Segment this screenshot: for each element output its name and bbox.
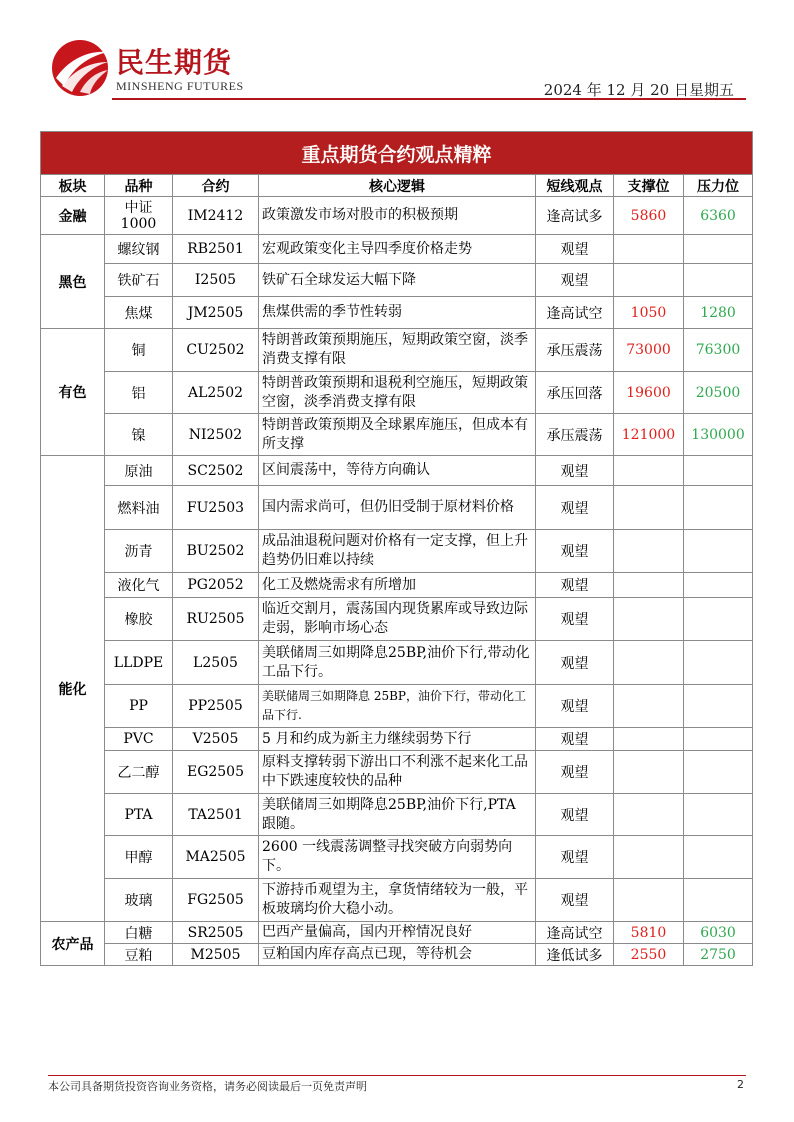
contract-cell: BU2502	[173, 530, 259, 573]
variety-cell: PTA	[105, 794, 173, 836]
view-cell: 逢低试多	[536, 944, 614, 966]
variety-cell: 铝	[105, 372, 173, 414]
variety-cell: 燃料油	[105, 486, 173, 530]
variety-cell: PVC	[105, 728, 173, 751]
contract-cell: I2505	[173, 264, 259, 297]
col-header-support: 支撑位	[614, 175, 684, 197]
support-cell: 19600	[614, 372, 684, 414]
sector-cell: 有色	[41, 329, 105, 456]
table-row	[41, 728, 753, 751]
table-row	[41, 751, 753, 794]
contract-cell: NI2502	[173, 414, 259, 456]
contract-cell: FG2505	[173, 879, 259, 922]
variety-cell: 豆粕	[105, 944, 173, 966]
pressure-cell	[684, 573, 753, 598]
table-row	[41, 372, 753, 414]
logic-cell: 特朗普政策预期施压，短期政策空窗，淡季消费支撑有限	[259, 329, 536, 372]
view-cell: 观望	[536, 598, 614, 641]
table-title: 重点期货合约观点精粹	[41, 132, 753, 175]
table-row	[41, 264, 753, 297]
support-cell: 5860	[614, 197, 684, 235]
header-divider	[112, 98, 746, 100]
logic-cell: 巴西产量偏高，国内开榨情况良好	[259, 922, 536, 944]
view-cell: 观望	[536, 264, 614, 297]
table-row	[41, 456, 753, 486]
support-cell	[614, 641, 684, 685]
support-cell	[614, 264, 684, 297]
pressure-cell	[684, 794, 753, 836]
pressure-cell: 130000	[684, 414, 753, 456]
table-row	[41, 598, 753, 641]
minsheng-logo-icon	[50, 38, 112, 98]
pressure-cell: 2750	[684, 944, 753, 966]
pressure-cell: 76300	[684, 329, 753, 372]
contract-cell: SR2505	[173, 922, 259, 944]
sector-cell: 金融	[41, 197, 105, 235]
logic-cell: 区间震荡中，等待方向确认	[259, 456, 536, 486]
view-cell: 观望	[536, 879, 614, 922]
contract-cell: V2505	[173, 728, 259, 751]
table-row	[41, 794, 753, 836]
view-cell: 逢高试空	[536, 297, 614, 329]
support-cell	[614, 573, 684, 598]
support-cell	[614, 486, 684, 530]
variety-cell: 螺纹钢	[105, 235, 173, 264]
logic-cell: 宏观政策变化主导四季度价格走势	[259, 235, 536, 264]
view-cell: 承压震荡	[536, 414, 614, 456]
view-cell: 观望	[536, 836, 614, 879]
view-cell: 观望	[536, 456, 614, 486]
table-row	[41, 685, 753, 728]
variety-cell: PP	[105, 685, 173, 728]
contract-cell: EG2505	[173, 751, 259, 794]
contract-cell: IM2412	[173, 197, 259, 235]
pressure-cell	[684, 456, 753, 486]
support-cell	[614, 836, 684, 879]
logic-cell: 下游持币观望为主，拿货情绪较为一般，平板玻璃均价大稳小动。	[259, 879, 536, 922]
logic-cell: 成品油退税问题对价格有一定支撑，但上升趋势仍旧难以持续	[259, 530, 536, 573]
logic-cell: 化工及燃烧需求有所增加	[259, 573, 536, 598]
variety-cell: LLDPE	[105, 641, 173, 685]
sector-cell: 黑色	[41, 235, 105, 329]
variety-cell: 中证1000	[105, 197, 173, 235]
variety-cell: 白糖	[105, 922, 173, 944]
col-header-logic: 核心逻辑	[259, 175, 536, 197]
pressure-cell	[684, 264, 753, 297]
support-cell	[614, 794, 684, 836]
table-row	[41, 836, 753, 879]
pressure-cell	[684, 598, 753, 641]
view-cell: 观望	[536, 235, 614, 264]
contract-cell: CU2502	[173, 329, 259, 372]
table-header-row	[41, 175, 753, 197]
pressure-cell	[684, 879, 753, 922]
variety-cell: 镍	[105, 414, 173, 456]
col-header-variety: 品种	[105, 175, 173, 197]
view-cell: 观望	[536, 751, 614, 794]
contract-cell: L2505	[173, 641, 259, 685]
pressure-cell: 6030	[684, 922, 753, 944]
support-cell: 2550	[614, 944, 684, 966]
support-cell	[614, 598, 684, 641]
logic-cell: 政策激发市场对股市的积极预期	[259, 197, 536, 235]
pressure-cell	[684, 836, 753, 879]
view-cell: 观望	[536, 641, 614, 685]
col-header-sector: 板块	[41, 175, 105, 197]
support-cell: 5810	[614, 922, 684, 944]
logic-cell: 铁矿石全球发运大幅下降	[259, 264, 536, 297]
table-row	[41, 879, 753, 922]
logic-cell: 临近交割月，震荡国内现货累库或导致边际走弱，影响市场心态	[259, 598, 536, 641]
footer-disclaimer: 本公司具备期货投资咨询业务资格，请务必阅读最后一页免责声明	[48, 1080, 367, 1093]
pressure-cell	[684, 685, 753, 728]
table-row	[41, 297, 753, 329]
table-row	[41, 530, 753, 573]
col-header-pressure: 压力位	[684, 175, 753, 197]
support-cell	[614, 456, 684, 486]
support-cell	[614, 235, 684, 264]
view-cell: 观望	[536, 685, 614, 728]
variety-cell: 沥青	[105, 530, 173, 573]
view-cell: 逢高试空	[536, 922, 614, 944]
pressure-cell	[684, 641, 753, 685]
variety-cell: 焦煤	[105, 297, 173, 329]
table-row	[41, 235, 753, 264]
table-row	[41, 641, 753, 685]
brand-name-en: MINSHENG FUTURES	[116, 79, 244, 93]
contract-cell: FU2503	[173, 486, 259, 530]
pressure-cell	[684, 530, 753, 573]
contract-cell: AL2502	[173, 372, 259, 414]
logic-cell: 焦煤供需的季节性转弱	[259, 297, 536, 329]
futures-views-table	[40, 131, 753, 966]
variety-cell: 铁矿石	[105, 264, 173, 297]
logic-cell: 美联储周三如期降息25BP,油价下行,带动化工品下行。	[259, 641, 536, 685]
logic-cell: 美联储周三如期降息25BP,油价下行,PTA 跟随。	[259, 794, 536, 836]
view-cell: 观望	[536, 573, 614, 598]
variety-cell: 铜	[105, 329, 173, 372]
support-cell	[614, 879, 684, 922]
support-cell: 73000	[614, 329, 684, 372]
col-header-view: 短线观点	[536, 175, 614, 197]
contract-cell: RB2501	[173, 235, 259, 264]
pressure-cell	[684, 486, 753, 530]
pressure-cell	[684, 235, 753, 264]
pressure-cell	[684, 728, 753, 751]
brand-name-cn: 民生期货	[116, 46, 233, 79]
logic-cell: 5 月和约成为新主力继续弱势下行	[259, 728, 536, 751]
support-cell	[614, 751, 684, 794]
contract-cell: PG2052	[173, 573, 259, 598]
logic-cell: 豆粕国内库存高点已现，等待机会	[259, 944, 536, 966]
variety-cell: 玻璃	[105, 879, 173, 922]
support-cell	[614, 685, 684, 728]
logic-cell: 特朗普政策预期及全球累库施压，但成本有所支撑	[259, 414, 536, 456]
logic-cell: 特朗普政策预期和退税利空施压，短期政策空窗，淡季消费支撑有限	[259, 372, 536, 414]
view-cell: 观望	[536, 794, 614, 836]
contract-cell: MA2505	[173, 836, 259, 879]
view-cell: 观望	[536, 486, 614, 530]
logic-cell: 美联储周三如期降息 25BP，油价下行，带动化工品下行.	[259, 685, 536, 728]
sector-cell: 农产品	[41, 922, 105, 966]
pressure-cell: 1280	[684, 297, 753, 329]
contract-cell: TA2501	[173, 794, 259, 836]
view-cell: 逢高试多	[536, 197, 614, 235]
support-cell: 1050	[614, 297, 684, 329]
variety-cell: 液化气	[105, 573, 173, 598]
sector-cell: 能化	[41, 456, 105, 922]
page-number: 2	[737, 1078, 744, 1091]
pressure-cell	[684, 751, 753, 794]
view-cell: 观望	[536, 530, 614, 573]
pressure-cell: 6360	[684, 197, 753, 235]
view-cell: 承压震荡	[536, 329, 614, 372]
support-cell	[614, 530, 684, 573]
footer-divider	[48, 1075, 746, 1076]
table-row	[41, 414, 753, 456]
table-row	[41, 486, 753, 530]
support-cell	[614, 728, 684, 751]
table-row	[41, 197, 753, 235]
contract-cell: RU2505	[173, 598, 259, 641]
variety-cell: 甲醇	[105, 836, 173, 879]
logic-cell: 国内需求尚可，但仍旧受制于原材料价格	[259, 486, 536, 530]
table-row	[41, 573, 753, 598]
table-row	[41, 922, 753, 944]
support-cell: 121000	[614, 414, 684, 456]
col-header-contract: 合约	[173, 175, 259, 197]
variety-cell: 原油	[105, 456, 173, 486]
report-date: 2024 年 12 月 20 日星期五	[543, 81, 734, 99]
contract-cell: M2505	[173, 944, 259, 966]
view-cell: 承压回落	[536, 372, 614, 414]
view-cell: 观望	[536, 728, 614, 751]
variety-cell: 橡胶	[105, 598, 173, 641]
contract-cell: SC2502	[173, 456, 259, 486]
pressure-cell: 20500	[684, 372, 753, 414]
contract-cell: PP2505	[173, 685, 259, 728]
logic-cell: 原料支撑转弱下游出口不利涨不起来化工品中下跌速度较快的品种	[259, 751, 536, 794]
table-row	[41, 944, 753, 966]
variety-cell: 乙二醇	[105, 751, 173, 794]
table-row	[41, 329, 753, 372]
contract-cell: JM2505	[173, 297, 259, 329]
logic-cell: 2600 一线震荡调整寻找突破方向弱势向下。	[259, 836, 536, 879]
